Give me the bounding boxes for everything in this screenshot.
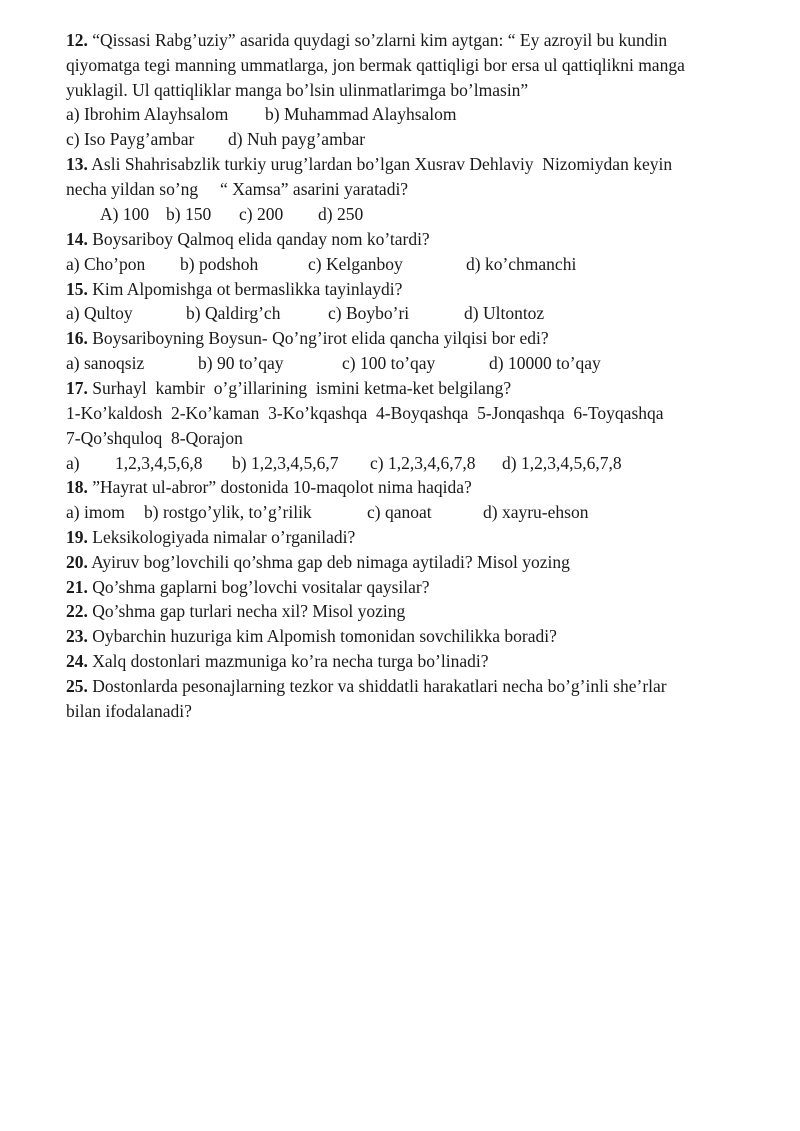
question-number: 22. xyxy=(66,601,88,621)
answer-option-a: a) Qultoy xyxy=(66,303,133,323)
question-24-line-1 xyxy=(66,649,488,674)
question-text: Xalq dostonlari mazmuniga ko’ra necha turga bo’linadi? xyxy=(92,651,489,671)
question-number: 25. xyxy=(66,676,88,696)
answer-option-d: d) Ultontoz xyxy=(464,303,545,323)
question-17-line-3: 7-Qo’shquloq 8-Qorajon xyxy=(66,428,243,448)
answer-option-b: b) Muhammad Alayhsalom xyxy=(265,104,457,124)
question-number: 23. xyxy=(66,626,88,646)
answer-option-b: b) podshoh xyxy=(180,254,259,274)
question-13-line-2: necha yildan so’ng “ Xamsa” asarini yaratadi? xyxy=(66,179,409,199)
question-text: Boysariboy Qalmoq elida qanday nom ko’tardi? xyxy=(92,229,430,249)
answer-option-b: b) rostgo’ylik, to’g’rilik xyxy=(144,502,312,522)
question-number: 13. xyxy=(66,154,88,174)
answer-option-c: c) 200 xyxy=(239,204,284,224)
question-12-line-1 xyxy=(66,28,667,53)
question-19-line-1 xyxy=(66,525,355,550)
question-22-line-1 xyxy=(66,599,405,624)
question-15-line-1 xyxy=(66,277,402,302)
question-text: Boysariboyning Boysun- Qo’ng’irot elida qancha yilqisi bor edi? xyxy=(92,328,549,348)
question-number: 17. xyxy=(66,378,88,398)
question-text: Qo’shma gap turlari necha xil? Misol yozing xyxy=(92,601,406,621)
answer-option-d: d) 250 xyxy=(318,204,364,224)
question-12-line-3: yuklagil. Ul qattiqliklar manga bo’lsin ulinmatlarimga bo’lmasin” xyxy=(66,80,529,100)
question-23-line-1 xyxy=(66,624,557,649)
question-13-line-1 xyxy=(66,152,672,177)
answer-option-a: 1,2,3,4,5,6,8 xyxy=(115,453,203,473)
answer-option-c: c) 1,2,3,4,6,7,8 xyxy=(370,453,476,473)
question-text: Kim Alpomishga ot bermaslikka tayinlaydi? xyxy=(92,279,403,299)
question-14-line-1 xyxy=(66,227,430,252)
answer-option-a: a) imom xyxy=(66,502,125,522)
answer-option-a: a) Ibrohim Alayhsalom xyxy=(66,104,229,124)
answer-option-c: c) Iso Payg’ambar xyxy=(66,129,195,149)
question-number: 21. xyxy=(66,577,88,597)
question-number: 20. xyxy=(66,552,88,572)
question-text: Asli Shahrisabzlik turkiy urug’lardan bo’lgan Xusrav Dehlaviy Nizomiydan keyin xyxy=(91,154,673,174)
question-number: 18. xyxy=(66,477,88,497)
question-12-line-2: qiyomatga tegi manning ummatlarga, jon bermak qattiqligi bor ersa ul qattiqlikni manga xyxy=(66,55,685,75)
question-text: ”Hayrat ul-abror” dostonida 10-maqolot nima haqida? xyxy=(92,477,472,497)
answer-option-c: c) Boybo’ri xyxy=(328,303,410,323)
answer-option-d: d) 1,2,3,4,5,6,7,8 xyxy=(502,453,622,473)
question-number: 19. xyxy=(66,527,88,547)
question-text: Oybarchin huzuriga kim Alpomish tomonidan sovchilikka boradi? xyxy=(92,626,557,646)
question-text: Dostonlarda pesonajlarning tezkor va shiddatli harakatlari necha bo’g’inli she’rlar xyxy=(92,676,667,696)
question-25-line-2: bilan ifodalanadi? xyxy=(66,701,192,721)
question-21-line-1 xyxy=(66,575,430,600)
question-text: Leksikologiyada nimalar o’rganiladi? xyxy=(92,527,356,547)
question-text: “Qissasi Rabg’uziy” asarida quydagi so’zlarni kim aytgan: “ Ey azroyil bu kundin xyxy=(92,30,668,50)
question-17-line-1 xyxy=(66,376,511,401)
question-text: Qo’shma gaplarni bog’lovchi vositalar qaysilar? xyxy=(92,577,430,597)
answer-option-c: c) Kelganboy xyxy=(308,254,403,274)
question-number: 14. xyxy=(66,229,88,249)
answer-option-d: d) 10000 to’qay xyxy=(489,353,601,373)
question-18-line-1 xyxy=(66,475,472,500)
question-number: 24. xyxy=(66,651,88,671)
answer-option-a: a) Cho’pon xyxy=(66,254,146,274)
answer-option-a: a) sanoqsiz xyxy=(66,353,145,373)
question-20-line-1 xyxy=(66,550,570,575)
answer-option-d: d) xayru-ehson xyxy=(483,502,589,522)
question-25-line-1 xyxy=(66,674,667,699)
question-text: Surhayl kambir o’g’illarining ismini ketma-ket belgilang? xyxy=(92,378,512,398)
answer-option-b: b) Qaldirg’ch xyxy=(186,303,281,323)
answer-option-c: c) 100 to’qay xyxy=(342,353,436,373)
question-number: 16. xyxy=(66,328,88,348)
answer-option-c: c) qanoat xyxy=(367,502,432,522)
question-text: Ayiruv bog’lovchili qo’shma gap deb nimaga aytiladi? Misol yozing xyxy=(91,552,570,572)
answer-option-a: A) 100 xyxy=(100,204,150,224)
answer-option-b: b) 90 to’qay xyxy=(198,353,284,373)
question-number: 12. xyxy=(66,30,88,50)
question-number: 15. xyxy=(66,279,88,299)
answer-option-b: b) 1,2,3,4,5,6,7 xyxy=(232,453,339,473)
answer-option-b: b) 150 xyxy=(166,204,212,224)
answer-option-a-label: a) xyxy=(66,453,80,473)
answer-option-d: d) ko’chmanchi xyxy=(466,254,577,274)
question-16-line-1 xyxy=(66,326,549,351)
answer-option-d: d) Nuh payg’ambar xyxy=(228,129,366,149)
question-17-line-2: 1-Ko’kaldosh 2-Ko’kaman 3-Ko’kqashqa 4-Boyqashqa 5-Jonqashqa 6-Toyqashqa xyxy=(66,403,664,423)
